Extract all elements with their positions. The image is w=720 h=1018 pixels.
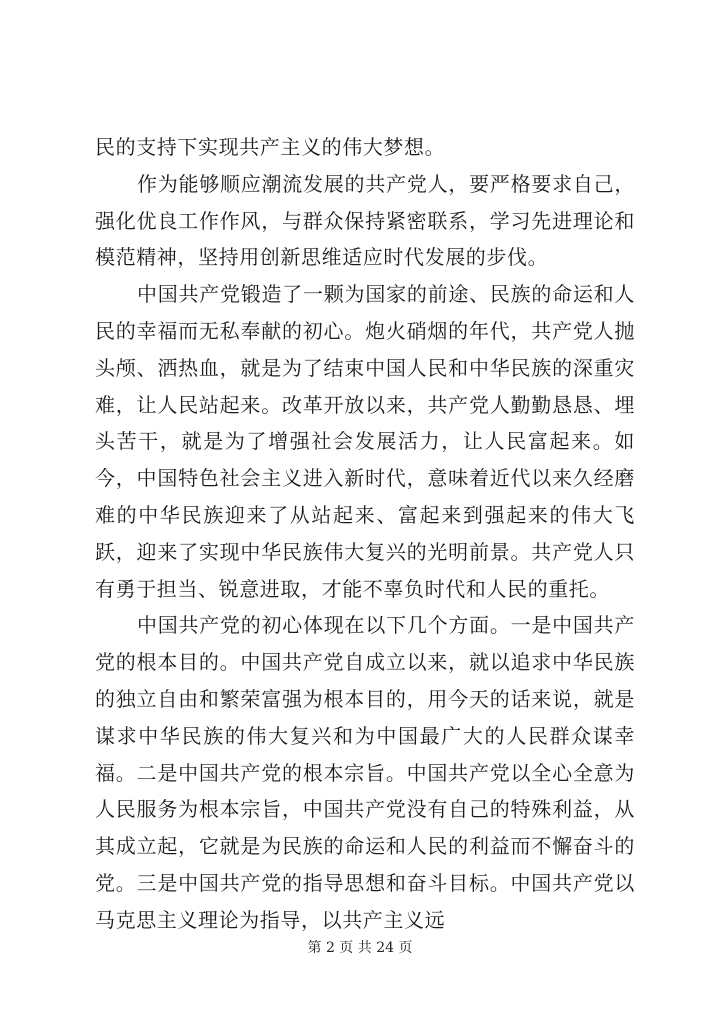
paragraph-aspects: 中国共产党的初心体现在以下几个方面。一是中国共产党的根本目的。中国共产党自成立以来，就以追求中华民族的独立自由和繁荣富强为根本目的，用今天的话来说，就是谋求中华民族的伟大复兴和为中国最广大的人民群众谋幸福。二是中国共产党的根本宗旨。中国共产党以全心全意为人民服务为根本宗旨，中国共产党没有自己的特殊利益，从其成立起，它就是为民族的命运和人民的利益而不懈奋斗的党。三是中国共产党的指导思想和奋斗目标。中国共产党以马克思主义理论为指导，以共产主义远 <box>95 613 635 932</box>
paragraph-original-aspiration: 中国共产党锻造了一颗为国家的前途、民族的命运和人民的幸福而无私奉献的初心。炮火硝烟的年代，共产党人抛头颅、洒热血，就是为了结束中国人民和中华民族的深重灾难，让人民站起来。改革开放以来，共产党人勤勤恳恳、埋头苦干，就是为了增强社会发展活力，让人民富起来。如今，中国特色社会主义进入新时代，意味着近代以来久经磨难的中华民族迎来了从站起来、富起来到强起来的伟大飞跃，迎来了实现中华民族伟大复兴的光明前景。共产党人只有勇于担当、锐意进取，才能不辜负时代和人民的重托。 <box>95 282 635 601</box>
page-number: 第 2 页 共 24 页 <box>307 940 413 956</box>
document-body <box>95 129 635 939</box>
paragraph-continuation: 民的支持下实现共产主义的伟大梦想。 <box>95 135 446 159</box>
page-footer <box>0 938 720 958</box>
paragraph-party-members: 作为能够顺应潮流发展的共产党人，要严格要求自己，强化优良工作作风，与群众保持紧密联系，学习先进理论和模范精神，坚持用创新思维适应时代发展的步伐。 <box>95 171 635 270</box>
